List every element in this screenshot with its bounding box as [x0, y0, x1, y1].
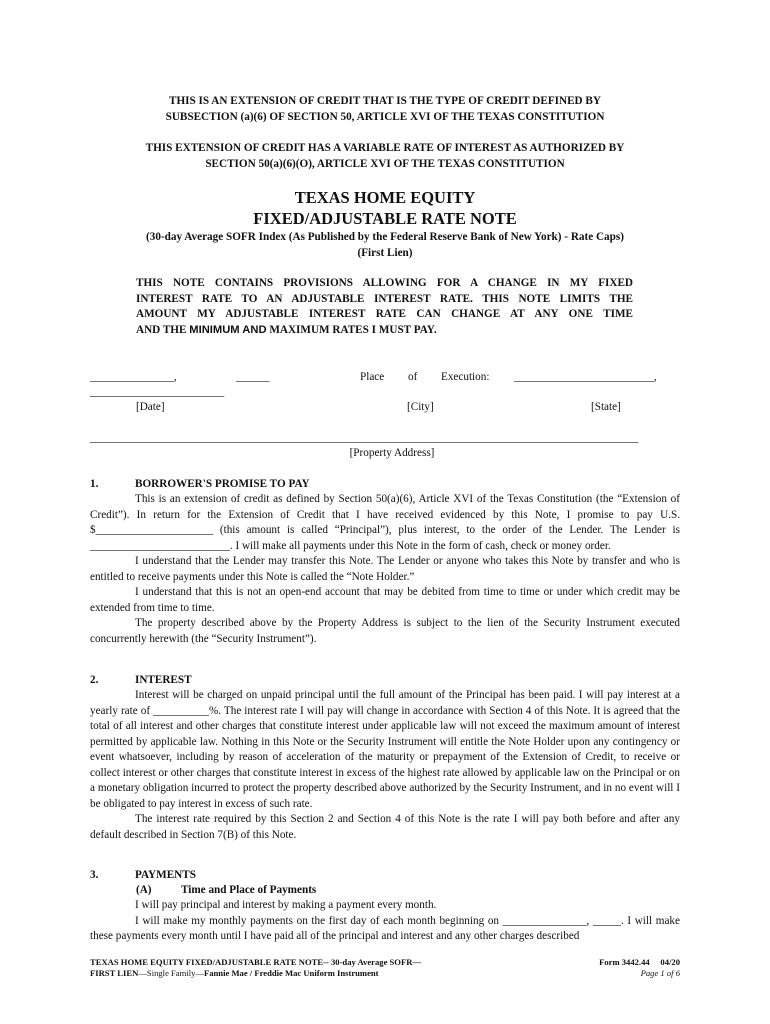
- execution-label: Execution:: [441, 371, 490, 383]
- paragraph: I will make my monthly payments on the first day of each month beginning on _______________, _____. I will make these payments every month until I have paid all of the principal and interest and any other charges described: [90, 914, 680, 942]
- subsection-title: Time and Place of Payments: [181, 884, 317, 896]
- place-label: Place: [360, 371, 385, 383]
- paragraph: I understand that this is not an open-end account that may be debited from time to time or under which credit may be extended from time to time.: [90, 586, 680, 614]
- section-number: 3.: [90, 869, 99, 881]
- state-label: [State]: [591, 401, 621, 413]
- disclosure-line-3: THIS EXTENSION OF CREDIT HAS A VARIABLE RATE OF INTEREST AS AUTHORIZED BY: [145, 142, 625, 154]
- notice-line-4: [136, 323, 437, 339]
- footer-family: —Single Family—: [138, 968, 204, 978]
- lien-label: (First Lien): [357, 247, 413, 259]
- section-title: BORROWER'S PROMISE TO PAY: [135, 478, 310, 490]
- date-blank: _______________,: [90, 371, 177, 383]
- section-2-body: [90, 688, 680, 843]
- notice-text: AND THE: [136, 324, 190, 336]
- footer-instrument-line: [90, 968, 379, 979]
- section-title: INTEREST: [135, 674, 192, 686]
- date-label: [Date]: [136, 401, 165, 413]
- year-blank: ______: [236, 371, 270, 383]
- notice-line-2: INTEREST RATE TO AN ADJUSTABLE INTEREST RATE. THIS NOTE LIMITS THE: [136, 293, 633, 305]
- paragraph: The interest rate required by this Section 2 and Section 4 of this Note is the rate I will pay both before and after any default described in Section 7(B) of this Note.: [90, 813, 680, 841]
- of-label: of: [408, 371, 418, 383]
- footer-form-title: TEXAS HOME EQUITY FIXED/ADJUSTABLE RATE NOTE-- 30-day Average SOFR—: [90, 957, 422, 967]
- paragraph: I understand that the Lender may transfer this Note. The Lender or anyone who takes this Note by transfer and who is entitled to receive payments under this Note is called the “Note Holder.”: [90, 555, 680, 583]
- footer-lien: FIRST LIEN: [90, 968, 139, 978]
- section-number: 2.: [90, 674, 99, 686]
- paragraph: I will pay principal and interest by making a payment every month.: [135, 899, 437, 911]
- section-1-body: [90, 492, 680, 647]
- section-title: PAYMENTS: [135, 869, 196, 881]
- property-address-label: [Property Address]: [349, 447, 435, 459]
- disclosure-line-2: SUBSECTION (a)(6) OF SECTION 50, ARTICLE XVI OF THE TEXAS CONSTITUTION: [165, 111, 605, 123]
- footer-form-number: Form 3442.44 04/20: [599, 957, 680, 967]
- notice-text-end: MAXIMUM RATES I MUST PAY.: [266, 324, 437, 336]
- notice-emphasis: MINIMUM AND: [189, 324, 267, 336]
- notice-line-3: AMOUNT MY ADJUSTABLE INTEREST RATE CAN CHANGE AT ANY ONE TIME: [136, 308, 633, 320]
- section-number: 1.: [90, 478, 99, 490]
- property-address-line: __________________________________________________________________________________________________: [90, 432, 639, 444]
- notice-line-1: THIS NOTE CONTAINS PROVISIONS ALLOWING FOR A CHANGE IN MY FIXED: [136, 277, 633, 289]
- footer-page-number: Page 1 of 6: [640, 968, 680, 978]
- section-3-body: [90, 898, 680, 945]
- subsection-label: (A): [136, 884, 152, 896]
- paragraph: The property described above by the Property Address is subject to the lien of the Security Instrument executed concurrently herewith (the “Security Instrument”).: [90, 617, 680, 645]
- paragraph: This is an extension of credit as defined by Section 50(a)(6), Article XVI of the Texas Constitution (the “Extension of Credit”). In return for the Extension of Credit that I have received evidenced by this Note, I promise to pay U.S. $_____________________ (this amount is called “Principal”), plus interest, to the order of the Lender. The Lender is _________________________. I will make all payments under this Note in the form of cash, check or money order.: [90, 493, 680, 552]
- document-subtitle: (30-day Average SOFR Index (As Published by the Federal Reserve Bank of New York) - Rate Caps): [146, 231, 624, 243]
- place-blank: _________________________,: [514, 371, 657, 383]
- city-label: [City]: [407, 401, 434, 413]
- document-title-line-1: TEXAS HOME EQUITY: [294, 188, 476, 207]
- document-title-line-2: FIXED/ADJUSTABLE RATE NOTE: [253, 209, 517, 228]
- footer-uniform-instrument: Fannie Mae / Freddie Mac Uniform Instrument: [203, 968, 379, 978]
- disclosure-line-4: SECTION 50(a)(6)(O), ARTICLE XVI OF THE TEXAS CONSTITUTION: [205, 158, 565, 170]
- paragraph: Interest will be charged on unpaid principal until the full amount of the Principal has been paid. I will pay interest at a yearly rate of __________%. The interest rate I will pay will change in accordance with Section 4 of this Note. It is agreed that the total of all interest and other charges that constitute interest under applicable law will not exceed the maximum amount of interest permitted by applicable law. Nothing in this Note or the Security Instrument will entitle the Note Holder upon any contingency or event whatsoever, including by reason of acceleration of the maturity or prepayment of the Extension of Credit, to receive or collect interest or other charges that constitute interest in excess of the highest rate allowed by applicable law on the Principal or on a monetary obligation incurred to protect the property described above authorized by the Security Instrument, and in no event will I be obligated to pay interest in excess of such rate.: [90, 689, 680, 810]
- disclosure-line-1: THIS IS AN EXTENSION OF CREDIT THAT IS THE TYPE OF CREDIT DEFINED BY: [169, 95, 601, 107]
- execution-blank-line-2: ________________________: [90, 386, 225, 398]
